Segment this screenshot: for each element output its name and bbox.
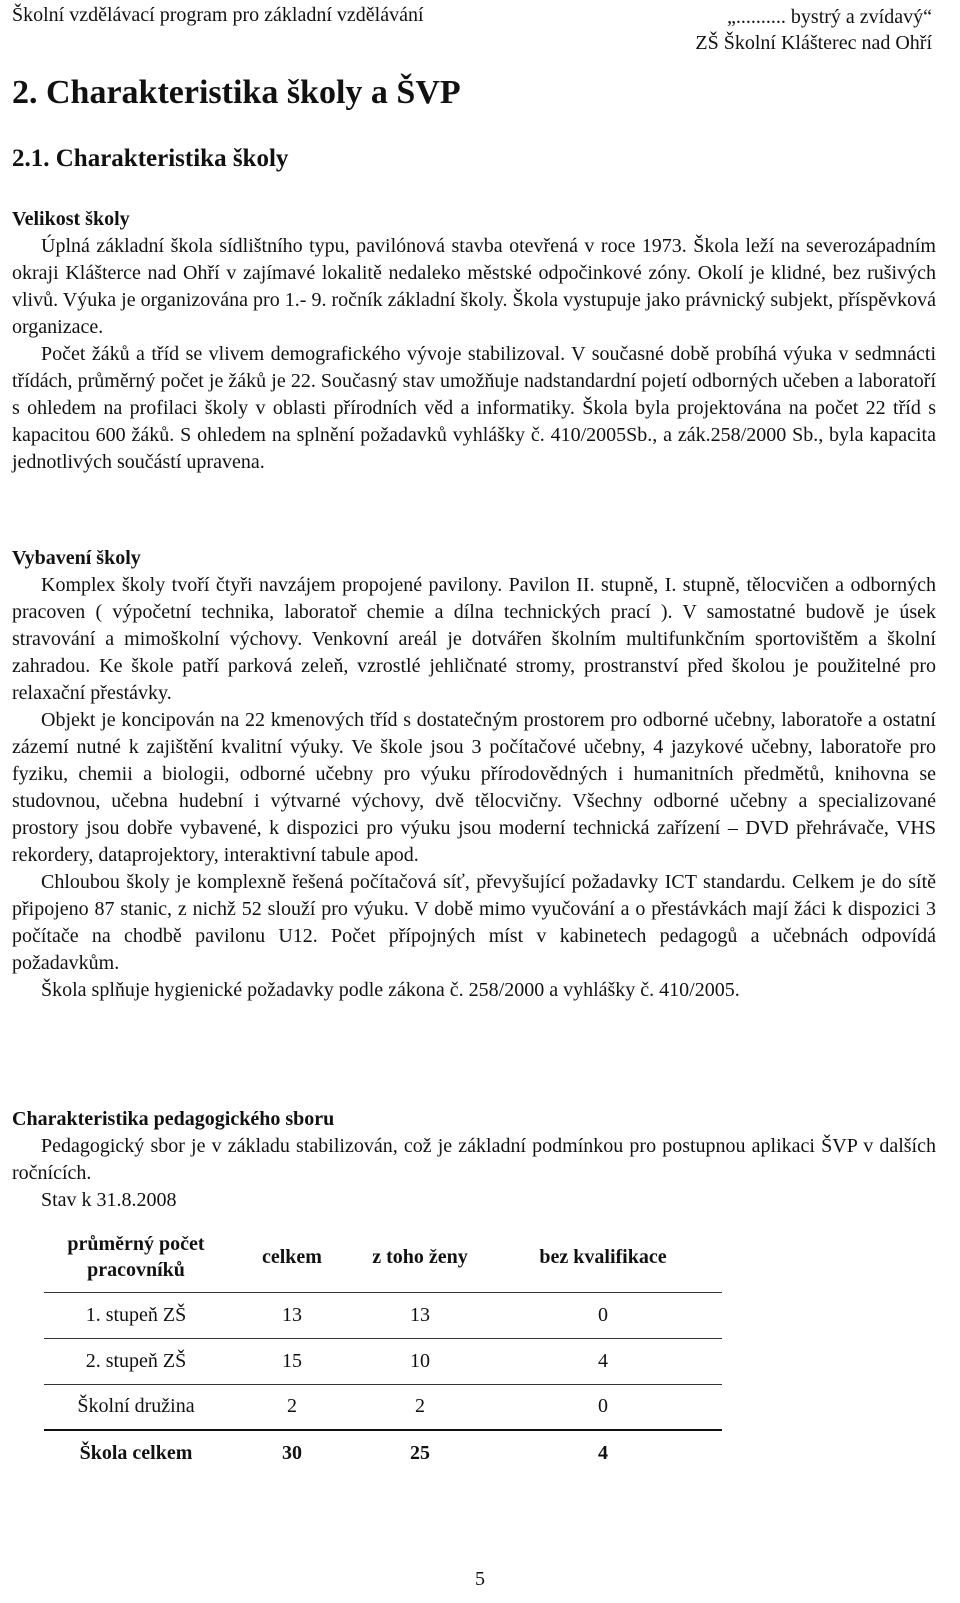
chapter-title: 2. Charakteristika školy a ŠVP: [12, 74, 461, 111]
staff-heading: Charakteristika pedagogického sboru: [12, 1108, 335, 1130]
table-row: [44, 1292, 722, 1338]
section-title: 2.1. Charakteristika školy: [12, 145, 289, 172]
table-cell: 2: [228, 1384, 356, 1430]
table-cell: 0: [484, 1384, 722, 1430]
staff-paragraph: Pedagogický sbor je v základu stabilizován, což je základní podmínkou pro postupnou aplikaci ŠVP v dalších ročnících.: [12, 1135, 936, 1184]
table-cell: 2: [356, 1384, 484, 1430]
section-school-equipment: [12, 545, 936, 1004]
table-cell: 2. stupeň ZŠ: [44, 1338, 228, 1384]
table-header-cell: průměrný počet pracovníků: [67, 1232, 205, 1281]
table-cell: 4: [484, 1430, 722, 1476]
table-cell: 1. stupeň ZŠ: [44, 1292, 228, 1338]
equipment-paragraph-2: Objekt je koncipován na 22 kmenových tříd s dostatečným prostorem pro odborné učebny, laboratoře a ostatní zázemí nutné k zajištění kvalitní výuky. Ve škole jsou 3 počítačové učebny, 4 jazykové učebny, laboratoře pro fyziku, chemii a biologii, odborné učebny pro výuku přírodovědných i humanitních předmětů, knihovna se studovnou, učebna hudební i výtvarné výchovy, dvě tělocvičny. Všechny odborné učebny a specializované prostory jsou dobře vybavené, k dispozici pro výuku jsou moderní technická zařízení – DVD přehrávače, VHS rekordery, dataprojektory, interaktivní tabule apod.: [12, 709, 936, 866]
table-cell: 25: [356, 1430, 484, 1476]
staff-table: [44, 1222, 722, 1476]
table-cell: Škola celkem: [44, 1430, 228, 1476]
table-header-cell: z toho ženy: [372, 1245, 468, 1268]
table-cell: 13: [228, 1292, 356, 1338]
school-size-heading: Velikost školy: [12, 208, 130, 230]
equipment-heading: Vybavení školy: [12, 547, 141, 569]
section-school-size: [12, 206, 936, 476]
school-size-paragraph-1: Úplná základní škola sídlištního typu, pavilónová stavba otevřená v roce 1973. Škola leží na severozápadním okraji Klášterce nad Ohří v zajímavé lokalitě nedaleko městské odpočinkové zóny. Okolí je klidné, bez rušivých vlivů. Výuka je organizována pro 1.- 9. ročník základní školy. Škola vystupuje jako právnický subjekt, příspěvková organizace.: [12, 235, 936, 338]
table-cell: Školní družina: [44, 1384, 228, 1430]
staff-status-date: Stav k 31.8.2008: [41, 1189, 177, 1211]
table-row: [44, 1384, 722, 1430]
table-header-cell: celkem: [262, 1245, 322, 1268]
table-cell: 4: [484, 1338, 722, 1384]
table-total-row: [44, 1430, 722, 1476]
running-header-left: Školní vzdělávací program pro základní vzdělávání: [12, 4, 424, 26]
table-header-cell: bez kvalifikace: [539, 1245, 667, 1268]
header-motto: „.......... bystrý a zvídavý“: [727, 6, 932, 28]
equipment-paragraph-3: Chloubou školy je komplexně řešená počítačová síť, převyšující požadavky ICT standardu. Celkem je do sítě připojeno 87 stanic, z nichž 52 slouží pro výuku. V době mimo vyučování a o přestávkách mají žáci k dispozici 3 počítače na chodbě pavilonu U12. Počet přípojných míst v kabinetech pedagogů a učebnách odpovídá požadavkům.: [12, 871, 936, 974]
equipment-paragraph-1: Komplex školy tvoří čtyři navzájem propojené pavilony. Pavilon II. stupně, I. stupně, tělocvičen a odborných pracoven ( výpočetní technika, laboratoř chemie a dílna technických prací ). V samostatné budově je úsek stravování a mimoškolní výchovy. Venkovní areál je dotvářen školním multifunkčním sportovištěm a školní zahradou. Ke škole patří parková zeleň, vzrostlé jehličnaté stromy, prostranství před školou je použitelné pro relaxační přestávky.: [12, 574, 936, 704]
section-teaching-staff: [12, 1106, 936, 1214]
table-header-row: [44, 1222, 722, 1292]
table-cell: 0: [484, 1292, 722, 1338]
table-cell: 30: [228, 1430, 356, 1476]
page-number: 5: [475, 1568, 485, 1590]
table-cell: 13: [356, 1292, 484, 1338]
table-cell: 10: [356, 1338, 484, 1384]
running-header-right: [695, 4, 932, 56]
table-row: [44, 1338, 722, 1384]
table-cell: 15: [228, 1338, 356, 1384]
header-school-name: ZŠ Školní Klášterec nad Ohří: [695, 32, 932, 54]
equipment-paragraph-4: Škola splňuje hygienické požadavky podle zákona č. 258/2000 a vyhlášky č. 410/2005.: [41, 979, 740, 1001]
school-size-paragraph-2: Počet žáků a tříd se vlivem demografického vývoje stabilizoval. V současné době probíhá výuka v sedmnácti třídách, průměrný počet je žáků je 22. Současný stav umožňuje nadstandardní pojetí odborných učeben a laboratoří s ohledem na profilaci školy v oblasti přírodních věd a informatiky. Škola byla projektována na počet 22 tříd s kapacitou 600 žáků. S ohledem na splnění požadavků vyhlášky č. 410/2005Sb., a zák.258/2000 Sb., byla kapacita jednotlivých součástí upravena.: [12, 343, 936, 473]
